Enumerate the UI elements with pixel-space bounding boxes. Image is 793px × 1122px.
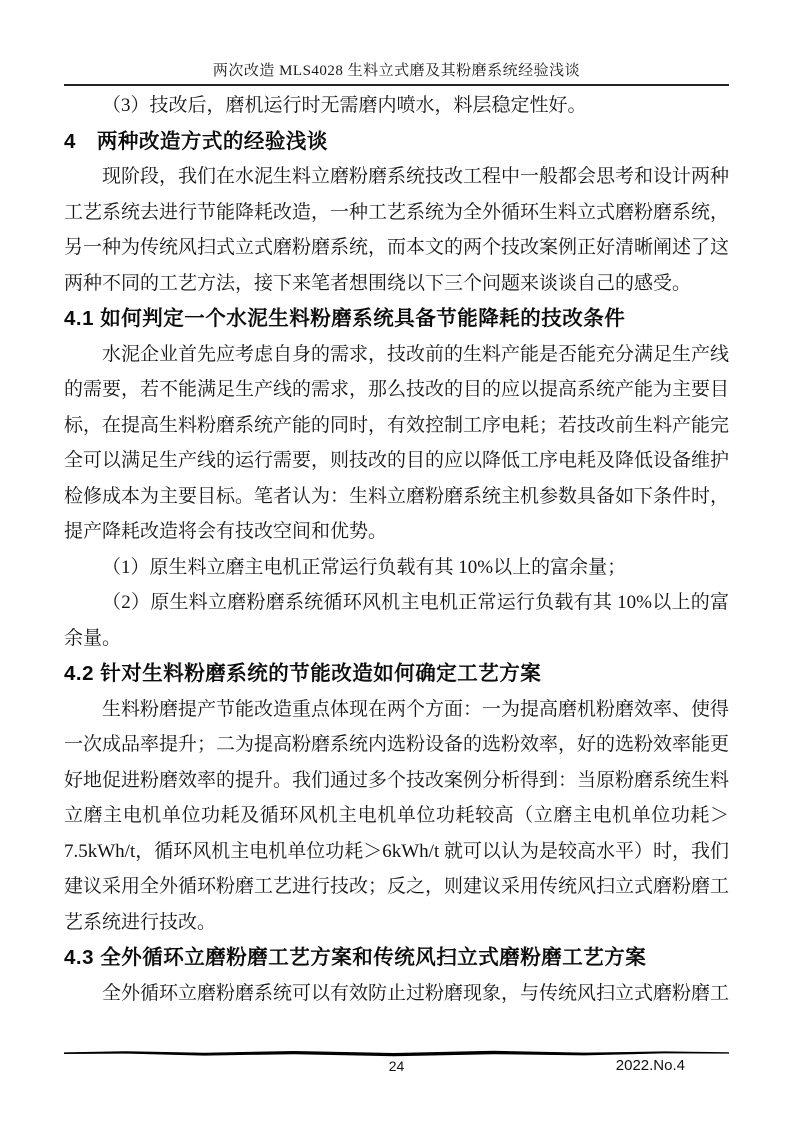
paragraph-condition-2: （2）原生料立磨粉磨系统循环风机主电机正常运行负载有其 10%以上的富余量。 [64,592,729,649]
paragraph-condition-1: （1）原生料立磨主电机正常运行负载有其 10%以上的富余量； [102,556,627,578]
paragraph-intro: 现阶段，我们在水泥生料立磨粉磨系统技改工程中一般都会思考和设计两种工艺系统去进行节能降耗改造，一种工艺系统为全外循环生料立式磨粉磨系统，另一种为传统风扫式立式磨粉磨系统，而本文的两个技改案例正好清晰阐述了这两种不同的工艺方法，接下来笔者想围绕以下三个问题来谈谈自己的感受。 [64,166,730,294]
header-rule [64,84,729,86]
paragraph-4-3-body: 全外循环立磨粉磨系统可以有效防止过粉磨现象，与传统风扫立式磨粉磨工 [102,982,730,1004]
section-heading-4: 4 两种改造方式的经验浅谈 [64,129,328,153]
paragraph-4-2-body: 生料粉磨提产节能改造重点体现在两个方面：一为提高磨机粉磨效率、使得一次成品率提升；二为提高粉磨系统内选粉设备的选粉效率，好的选粉效率能更好地促进粉磨效率的提升。我们通过多个技改案例分析得到：当原粉磨系统生料立磨主电机单位功耗及循环风机主电机单位功耗较高（立磨主电机单位功耗＞7.5kWh/t，循环风机主电机单位功耗＞6kWh/t 就可以认为是较高水平）时，我们建议采用全外循环粉磨工艺进行技改；反之，则建议采用传统风扫立式磨粉磨工艺系统进行技改。 [64,698,730,933]
document-body [64,88,729,1011]
page-number: 24 [388,1058,405,1074]
section-heading-4-1: 4.1 如何判定一个水泥生料粉磨系统具备节能降耗的技改条件 [64,307,626,330]
paragraph-4-1-body: 水泥企业首先应考虑自身的需求，技改前的生料产能是否能充分满足生产线的需要，若不能满足生产线的需求，那么技改的目的应以提高系统产能为主要目标，在提高生料粉磨系统产能的同时，有效控制工序电耗；若技改前生料产能完全可以满足生产线的运行需要，则技改的目的应以降低工序电耗及降低设备维护检修成本为主要目标。笔者认为：生料立磨粉磨系统主机参数具备如下条件时，提产降耗改造将会有技改空间和优势。 [64,343,730,542]
section-heading-4-2: 4.2 针对生料粉磨系统的节能改造如何确定工艺方案 [64,662,542,685]
paragraph-item-3-note: （3）技改后，磨机运行时无需磨内喷水，料层稳定性好。 [102,95,587,116]
running-header-title: 两次改造 MLS4028 生料立式磨及其粉磨系统经验浅谈 [212,63,581,79]
issue-number: 2022.No.4 [615,1057,685,1074]
section-heading-4-3: 4.3 全外循环立磨粉磨工艺方案和传统风扫立式磨粉磨工艺方案 [64,946,647,969]
